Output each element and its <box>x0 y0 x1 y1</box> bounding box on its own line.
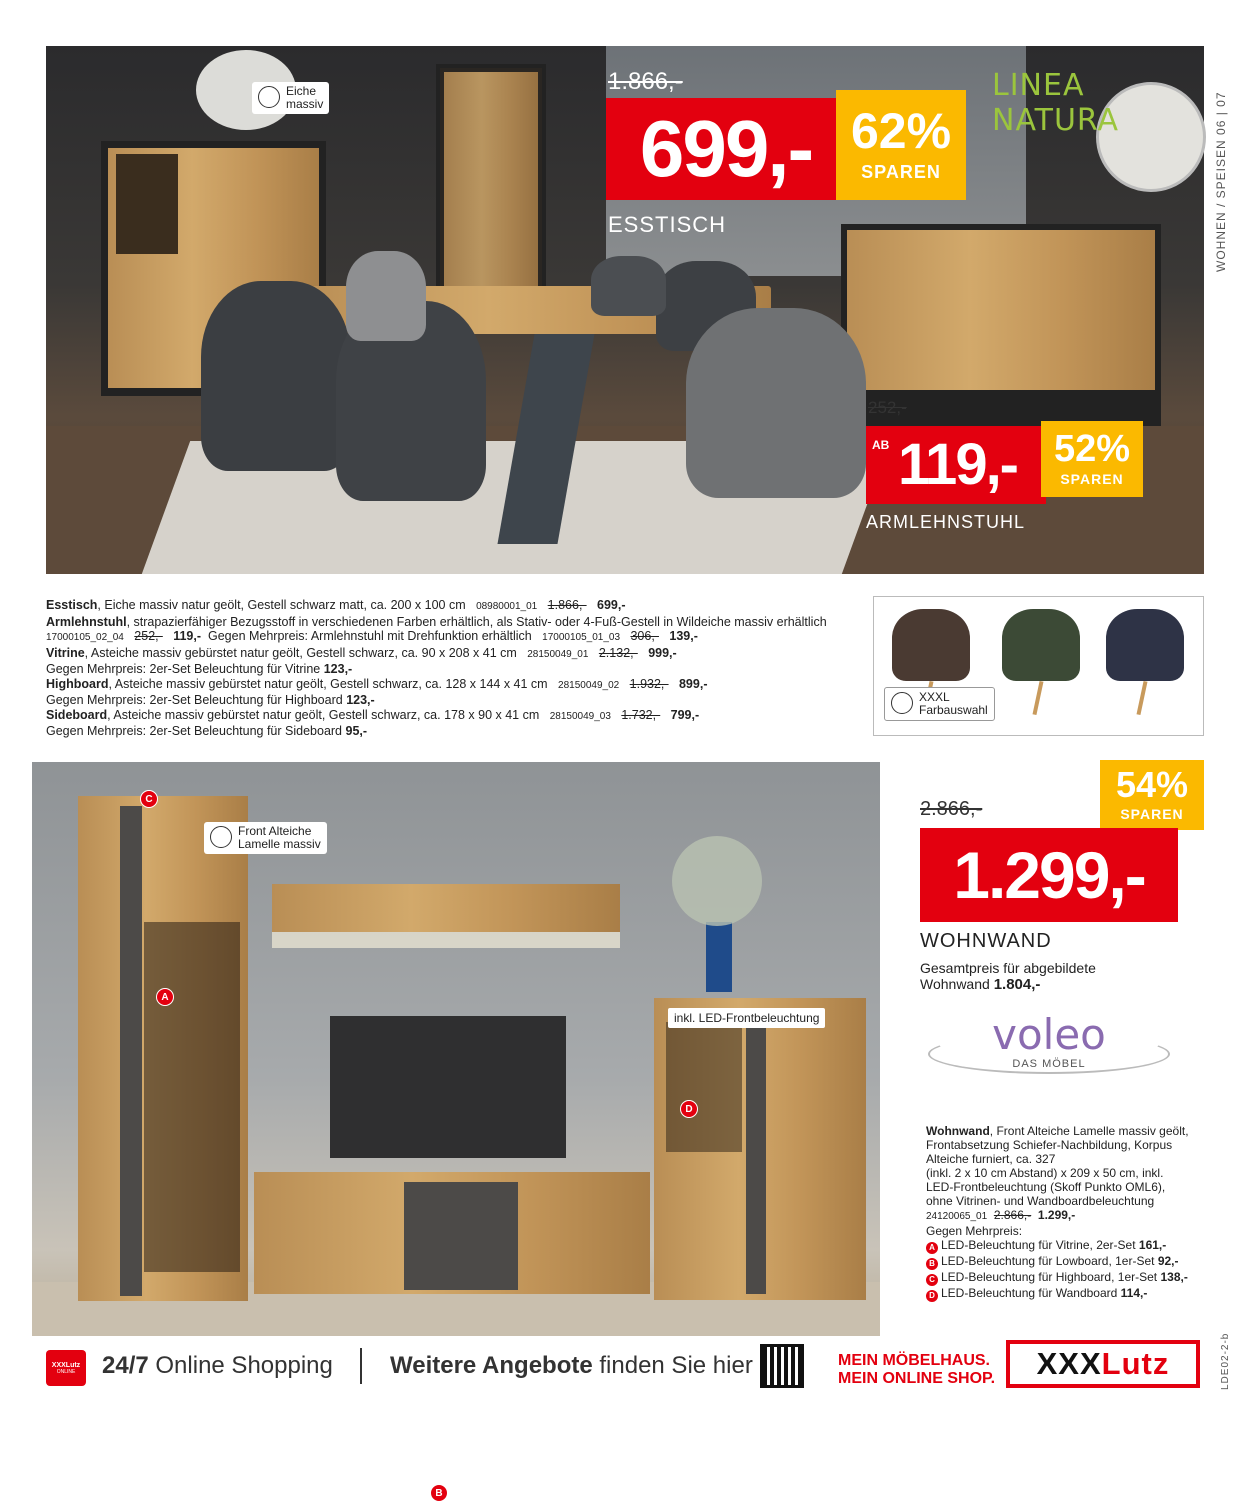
chair-old-price: 252,- <box>868 398 907 417</box>
extra-line: D LED-Beleuchtung für Wandboard 114,- <box>926 1286 1216 1302</box>
mini-logo-text: XXXLutz <box>51 1362 81 1369</box>
badge-line: Lamelle massiv <box>238 837 321 851</box>
wood-badge <box>252 82 329 114</box>
tree-icon <box>210 826 232 848</box>
badge-line: Eiche <box>286 84 317 98</box>
esstisch-discount <box>836 90 966 200</box>
chair-photo <box>201 281 351 471</box>
palette-icon <box>891 692 913 714</box>
led-label: inkl. LED-Frontbeleuchtung <box>668 1008 825 1028</box>
footer-divider <box>360 1348 362 1384</box>
price-value: 119,- <box>898 432 1017 497</box>
chair-color-box <box>873 596 1204 736</box>
hours: 24/7 <box>102 1352 149 1379</box>
price-prefix: AB <box>872 438 890 452</box>
spec-line: Frontabsetzung Schiefer-Nachbildung, Korpus <box>926 1138 1173 1152</box>
voleo-logo <box>928 1010 1170 1080</box>
slogan <box>838 1352 995 1388</box>
spec-line: 24120065_01 2.866,- 1.299,- <box>926 1208 1076 1222</box>
chair-photo <box>591 256 666 316</box>
voleo-tag: DAS MÖBEL <box>1012 1058 1086 1070</box>
spec-line: Vitrine, Asteiche massiv gebürstet natur geölt, Gestell schwarz, ca. 90 x 208 x 41 cm 28150049_01 2.132,- 999,- <box>46 645 677 660</box>
spec-line: 17000105_02_04 252,- 119,- Gegen Mehrpreis: Armlehnstuhl mit Drehfunktion erhältlich 17000105_01_03 306,- 139,- <box>46 629 698 643</box>
spec-line: Highboard, Asteiche massiv gebürstet natur geölt, Gestell schwarz, ca. 128 x 144 x 41 cm 28150049_02 1.932,- 899,- <box>46 676 708 691</box>
dining-room-photo <box>46 46 1204 574</box>
extra-line: B LED-Beleuchtung für Lowboard, 1er-Set 92,- <box>926 1254 1216 1270</box>
online-text: Online Shopping <box>155 1352 333 1379</box>
wall-shelf-photo <box>272 884 620 932</box>
spec-line: (inkl. 2 x 10 cm Abstand) x 209 x 50 cm, inkl. <box>926 1166 1164 1180</box>
marker-a[interactable]: A <box>156 988 174 1006</box>
esstisch-label: ESSTISCH <box>608 212 727 237</box>
more-rest: finden Sie hier <box>599 1352 753 1379</box>
spec-line: Armlehnstuhl, strapazierfähiger Bezugsstoff in verschiedenen Farben erhältlich, als Stativ- oder 4-Fuß-Gestell in Wildeiche massiv erhältlich <box>46 614 827 629</box>
chair-photo <box>686 308 866 498</box>
lowboard-marker-b[interactable]: B <box>430 1484 448 1502</box>
chair-color-2 <box>1002 609 1080 681</box>
spec-line: Alteiche furniert, ca. 327 <box>926 1152 1056 1166</box>
spec-line: Gegen Mehrpreis: <box>926 1224 1023 1238</box>
spec-line: Sideboard, Asteiche massiv gebürstet natur geölt, Gestell schwarz, ca. 178 x 90 x 41 cm 28150049_03 1.732,- 799,- <box>46 707 700 722</box>
wohnwand-spec <box>926 1124 1216 1302</box>
chair-label: ARMLEHNSTUHL <box>866 512 1026 532</box>
discount-label: SPAREN <box>1060 471 1124 487</box>
discount-label: SPAREN <box>1120 806 1184 822</box>
section-label: WOHNEN / SPEISEN 06 | 07 <box>1214 91 1228 272</box>
badge-line: massiv <box>286 97 324 111</box>
brand-logo: LINEA NATURA <box>992 68 1120 138</box>
wohnwand-discount <box>1100 760 1204 830</box>
discount-value: 62% <box>850 103 952 159</box>
spec-line: ohne Vitrinen- und Wandboardbeleuchtung <box>926 1194 1155 1208</box>
chair-price <box>866 426 1046 504</box>
esstisch-old-price: 1.866,- <box>608 68 683 95</box>
discount-value: 54% <box>1115 764 1189 805</box>
slogan-line: MEIN MÖBELHAUS. <box>838 1352 990 1369</box>
badge-line: Farbauswahl <box>919 703 988 717</box>
more-offers[interactable] <box>390 1352 753 1380</box>
badge-line: XXXL <box>919 690 950 704</box>
wohnwand-old-price: 2.866,- <box>920 798 983 820</box>
page-code: LDE02-2-b <box>1220 1332 1231 1390</box>
marker-d[interactable]: D <box>680 1100 698 1118</box>
discount-value: 52% <box>1053 428 1131 470</box>
esstisch-price: 699,- <box>606 98 846 200</box>
logo-lutz: Lutz <box>1101 1346 1170 1381</box>
spec-line: Esstisch, Eiche massiv natur geölt, Gestell schwarz matt, ca. 200 x 100 cm 08980001_01 1.866,- 699,- <box>46 598 626 612</box>
spec-line: Gegen Mehrpreis: 2er-Set Beleuchtung für Sideboard 95,- <box>46 724 368 738</box>
logo-xxx: XXX <box>1036 1346 1102 1381</box>
color-choice-badge <box>884 687 995 721</box>
chair-photo <box>346 251 426 341</box>
spec-line: LED-Frontbeleuchtung (Skoff Punkto OML6), <box>926 1180 1166 1194</box>
footer-mini-logo[interactable] <box>46 1350 86 1386</box>
slogan-line: MEIN ONLINE SHOP. <box>838 1370 996 1387</box>
qr-code[interactable] <box>760 1344 804 1388</box>
tree-icon <box>258 86 280 108</box>
vase-photo <box>706 922 732 992</box>
extra-line: C LED-Beleuchtung für Highboard, 1er-Set 138,- <box>926 1270 1216 1286</box>
voleo-name: voleo <box>992 1010 1106 1059</box>
wohnwand-price: 1.299,- <box>920 828 1178 922</box>
tv-photo <box>330 1016 566 1158</box>
wohnwand-label: WOHNWAND <box>920 930 1052 952</box>
plant-photo <box>672 836 762 926</box>
online-shopping[interactable] <box>102 1352 333 1380</box>
mini-logo-sub: ONLINE <box>56 1369 76 1375</box>
chair-color-1 <box>892 609 970 681</box>
total-line: Wohnwand 1.804,- <box>920 976 1041 993</box>
spec-line: Gegen Mehrpreis: 2er-Set Beleuchtung für Vitrine 123,- <box>46 662 353 676</box>
xxxlutz-logo[interactable] <box>1006 1340 1200 1388</box>
spec-line: Wohnwand, Front Alteiche Lamelle massiv geölt, <box>926 1124 1189 1138</box>
chair-discount <box>1041 421 1143 497</box>
extra-line: A LED-Beleuchtung für Vitrine, 2er-Set 161,- <box>926 1238 1216 1254</box>
product-specs <box>46 598 866 739</box>
marker-c[interactable]: C <box>140 790 158 808</box>
total-line: Gesamtpreis für abgebildete <box>920 960 1096 976</box>
wood-badge <box>204 822 327 854</box>
total-price-text <box>920 960 1096 993</box>
badge-line: Front Alteiche <box>238 824 312 838</box>
more-bold: Weitere Angebote <box>390 1352 593 1379</box>
chair-color-3 <box>1106 609 1184 681</box>
spec-line: Gegen Mehrpreis: 2er-Set Beleuchtung für Highboard 123,- <box>46 693 375 707</box>
discount-label: SPAREN <box>861 162 941 182</box>
